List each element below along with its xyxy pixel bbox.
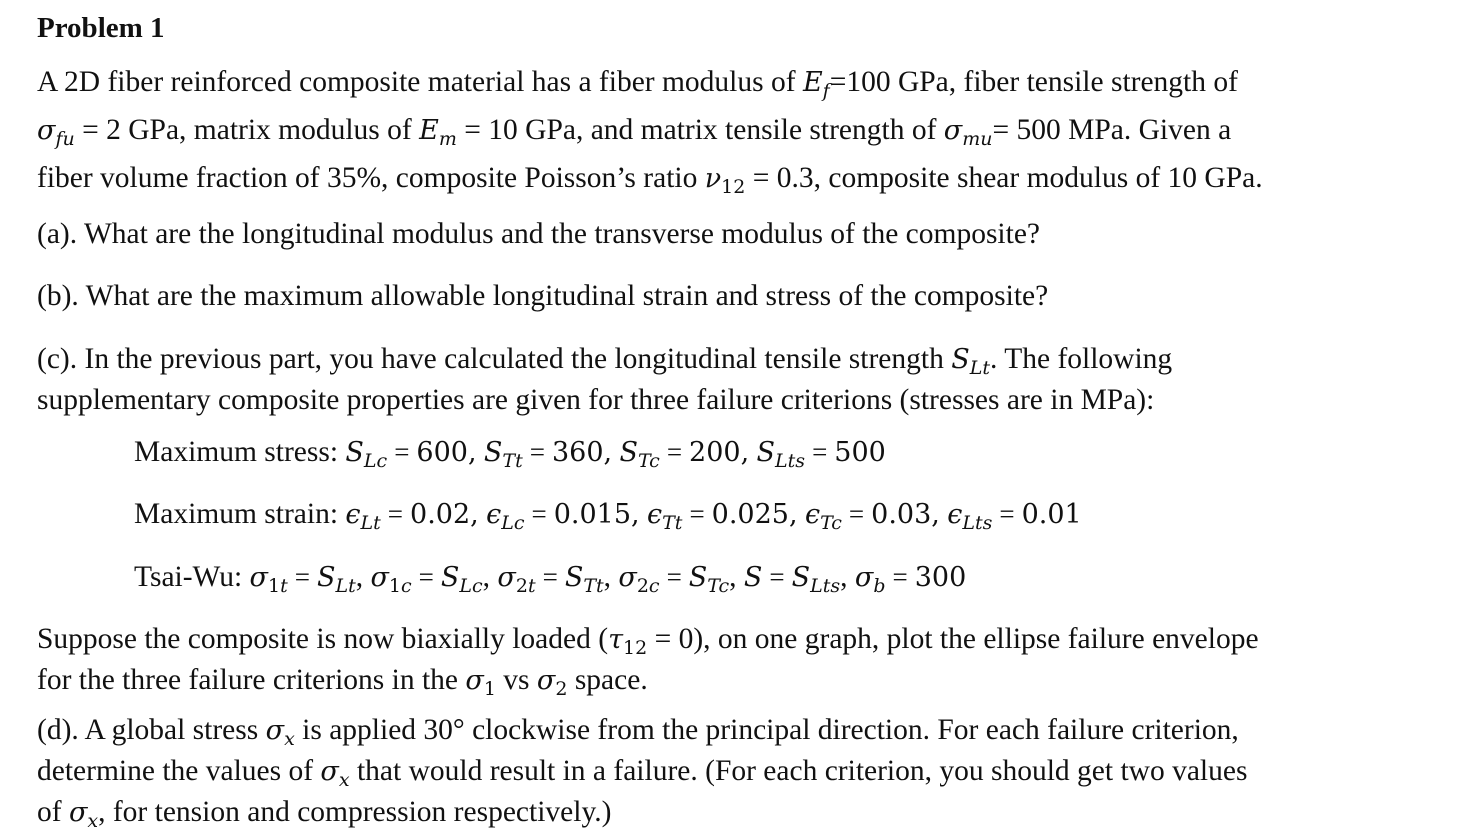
intro-line-1: A 2D fiber reinforced composite material has a fiber modulus of $E_f=100$ GPa, fiber tensile strength of — [37, 66, 1238, 102]
max-strain-criterion: Maximum strain: $\epsilon_{Lt} = 0.02$, $\epsilon_{Lc} = 0.015$, $\epsilon_{Tt} = 0.025$, $\epsilon_{Tc} = 0.03$, $\epsilon_{Lts} = 0.01$ — [134, 498, 1082, 534]
intro-line-3: fiber volume fraction of 35%, composite Poisson’s ratio $\nu_{12} = 0.3$, composite shear modulus of 10 GPa. — [37, 162, 1263, 198]
biaxial-line-1: Suppose the composite is now biaxially loaded $(\tau_{12} = 0)$, on one graph, plot the ellipse failure envelope — [37, 623, 1259, 659]
part-b-question: (b). What are the maximum allowable longitudinal strain and stress of the composite? — [37, 280, 1049, 312]
part-c-line-1: (c). In the previous part, you have calculated the longitudinal tensile strength $S_{Lt}$. The following — [37, 343, 1173, 379]
biaxial-load-paragraph — [37, 620, 1259, 702]
max-stress-criterion: Maximum stress: $S_{Lc} = 600$, $S_{Tt} = 360$, $S_{Tc} = 200$, $S_{Lts} = 500$ — [134, 436, 886, 472]
problem-heading: Problem 1 — [37, 12, 165, 44]
intro-paragraph — [37, 60, 1263, 204]
part-c-line-2: supplementary composite properties are given for three failure criterions (stresses are in MPa): — [37, 384, 1155, 416]
part-d-line-1: (d). A global stress $\sigma_x$ is applied 30° clockwise from the principal direction. For each failure criterion, — [37, 714, 1239, 750]
part-a-question: (a). What are the longitudinal modulus and the transverse modulus of the composite? — [37, 218, 1041, 250]
part-d-line-2: determine the values of $\sigma_x$ that would result in a failure. (For each criterion, you should get two values — [37, 755, 1248, 791]
tsai-wu-criterion: Tsai-Wu: $\sigma_{1t} = S_{Lt}$, $\sigma_{1c} = S_{Lc}$, $\sigma_{2t} = S_{Tt}$, $\sigma_{2c} = S_{Tc}$, $S = S_{Lts}$, $\sigma_b = 300$ — [134, 561, 967, 597]
biaxial-line-2: for the three failure criterions in the $\sigma_1$ vs $\sigma_2$ space. — [37, 664, 648, 700]
part-d-line-3: of $\sigma_x$, for tension and compression respectively.) — [37, 796, 612, 832]
part-d-question — [37, 711, 1247, 834]
intro-line-2: $\sigma_{fu} = 2$ GPa, matrix modulus of $E_m = 10$ GPa, and matrix tensile strength of $\sigma_{mu}= 500$ MPa. Given a — [37, 114, 1232, 150]
part-c-question — [37, 340, 1172, 419]
